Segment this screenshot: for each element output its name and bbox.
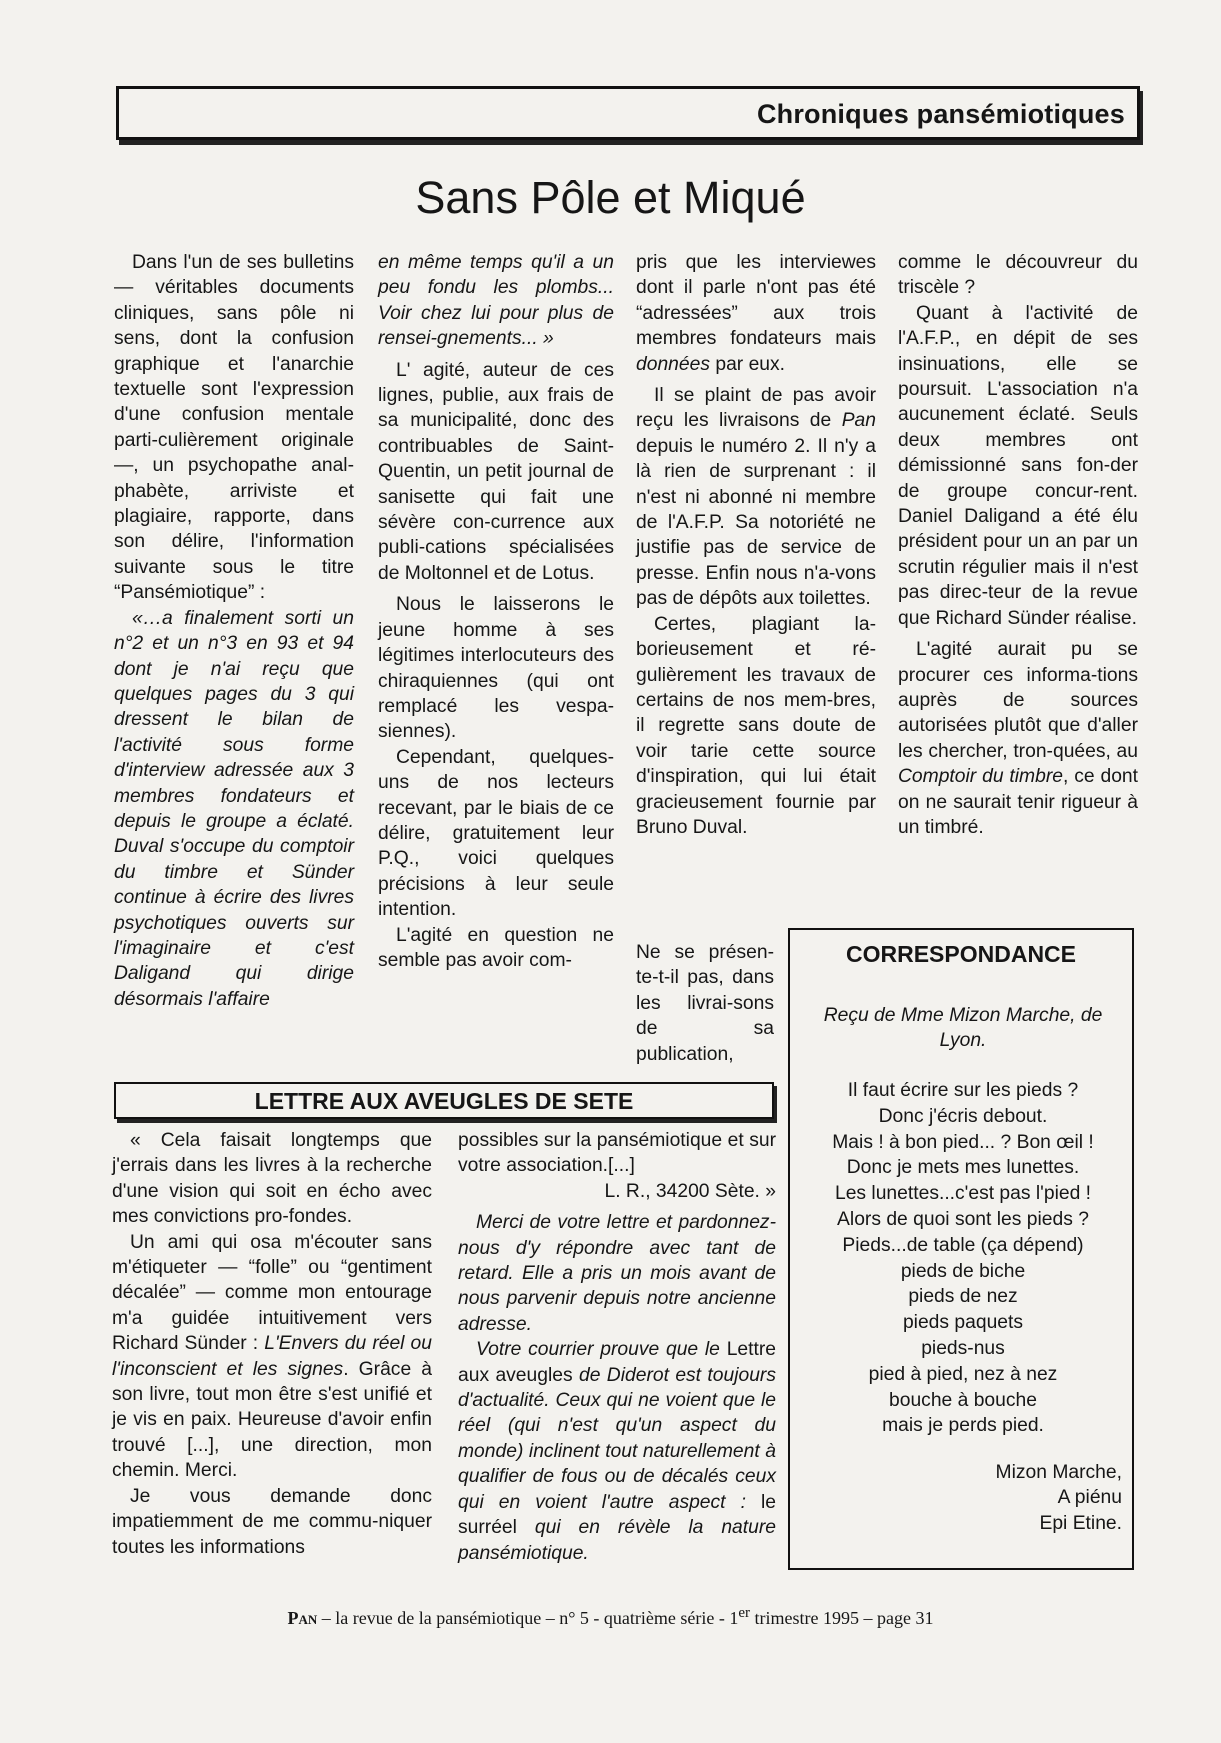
signature — [822, 1460, 1122, 1536]
text-run: pris que les interviewes dont il parle n'ont pas été “adressées” aux trois membres fondateurs mais — [636, 252, 876, 350]
text-run-italic: Votre courrier prouve que le — [476, 1339, 727, 1361]
text-run-italic: qui en révèle la nature pansémiotique. — [458, 1517, 776, 1564]
paragraph: comme le découvreur du triscèle ? — [898, 252, 1138, 299]
poem-line: pieds de nez — [908, 1286, 1018, 1308]
correspondance-intro: Reçu de Mme Mizon Marche, de Lyon. — [823, 1005, 1103, 1052]
paragraph: Certes, plagiant la-borieusement et ré-gulièrement les travaux de certains de nos mem-bres, il regrette sans doute de voir tarie cette source d'inspiration, qui lui était gracieusement fournie par Bruno Duval. — [636, 613, 876, 838]
paragraph — [636, 383, 876, 612]
page-footer — [0, 1605, 1221, 1629]
reply-paragraph: Merci de votre lettre et pardonnez-nous d'y répondre avec tant de retard. Elle a pris un mois avant de nous parvenir depuis notre ancienne adresse. — [458, 1212, 776, 1335]
reply-paragraph — [458, 1337, 776, 1566]
lettre-column-2 — [458, 1128, 776, 1566]
paragraph: Quant à l'activité de l'A.F.P., en dépit de ses insinuations, elle se poursuit. L'association n'a aucunement éclaté. Seuls deux membres ont démissionné sans fon-der de groupe concur-rent. Daniel Daligand a été élu président pour un an par un scrutin régulier mais il n'est pas direc-teur de la revue que Richard Sünder réalise. — [898, 302, 1138, 629]
text-run: . Grâce à son livre, tout mon être s'est unifié et je vis en paix. Heureuse d'avoir enfin trouvé [...], une direction, mon chemin. Merci. — [112, 1358, 432, 1482]
article-title: Sans Pôle et Miqué — [415, 172, 806, 223]
paragraph — [112, 1230, 432, 1484]
text-run: par eux. — [709, 353, 786, 375]
article-column-3 — [636, 250, 876, 840]
section-banner — [116, 86, 1140, 140]
lettre-title: LETTRE AUX AVEUGLES DE SETE — [254, 1088, 634, 1114]
paragraph: Je vous demande donc impatiemment de me commu-niquer toutes les informations — [112, 1485, 432, 1558]
poem-line: Pieds...de table (ça dépend) — [842, 1234, 1084, 1256]
text-run-italic: Pan — [841, 410, 876, 432]
signature-line: Mizon Marche, — [995, 1462, 1122, 1483]
paragraph — [636, 250, 876, 377]
poem-line: Mais ! à bon pied... ? Bon œil ! — [832, 1131, 1094, 1153]
text-run: le surréel — [458, 1491, 776, 1539]
article-column-4 — [898, 250, 1138, 840]
poem-line: Il faut écrire sur les pieds ? — [847, 1080, 1079, 1101]
paragraph: Nous le laisserons le jeune homme à ses légitimes interlocuteurs des chiraquiennes (qui ont remplacé les vespa-siennes). — [378, 594, 614, 743]
paragraph: L' agité, auteur de ces lignes, publie, aux frais de sa municipalité, donc des contribuables de Saint-Quentin, un petit journal de sanisette qui fait une sévère con-currence aux publi-cations spécialisées de Moltonnel et de Lotus. — [378, 359, 614, 584]
paragraph: possibles sur la pansémiotique et sur votre association.[...] — [458, 1130, 776, 1177]
poem-line: Donc je mets mes lunettes. — [846, 1157, 1080, 1179]
poem-line: mais je perds pied. — [882, 1415, 1044, 1437]
text-run-italic: de Diderot est toujours d'actualité. Ceux qui ne voient que le réel (qui n'est qu'un aspect du monde) inclinent tout naturellement à qualifier de fous ou de décalés ceux qui en voient l'autre aspect : — [458, 1364, 776, 1513]
text-run-italic: L'Envers du réel ou l'inconscient et les signes — [112, 1333, 433, 1380]
lettre-column-1 — [112, 1128, 432, 1560]
footer-text: trimestre 1995 – page 31 — [750, 1608, 934, 1628]
quote-paragraph: «…a finalement sorti un n°2 et un n°3 en 93 et 94 dont je n'ai reçu que quelques pages du 3 qui dressent le bilan de l'activité sous forme d'interview adressée aux 3 membres fondateurs et depuis le groupe a éclaté. Duval s'occupe du comptoir du timbre et Sünder continue à écrire des livres psychotiques ouverts sur l'imaginaire et c'est Daligand qui dirige désormais l'affaire — [114, 607, 354, 1010]
signature-line: Epi Etine. — [1039, 1512, 1122, 1534]
quote-continuation: en même temps qu'il a un peu fondu les plombs... Voir chez lui pour plus de rensei-gnements... » — [378, 252, 614, 350]
footer-text: – la revue de la pansémiotique – n° 5 - quatrième série - — [317, 1608, 730, 1628]
poem-line: Donc j'écris debout. — [878, 1105, 1048, 1127]
paragraph — [898, 637, 1138, 840]
footer-brand: Pan — [287, 1608, 318, 1628]
text-run: , ce dont on ne saurait tenir rigueur à un timbré. — [898, 766, 1139, 838]
lettre-banner — [114, 1082, 774, 1119]
paragraph: « Cela faisait longtemps que j'errais dans les livres à la recherche d'une vision qui soit en écho avec mes convictions pro-fondes. — [112, 1130, 432, 1228]
poem-line: bouche à bouche — [889, 1389, 1037, 1411]
text-run: depuis le numéro 2. Il n'y a là rien de surprenant : il n'est ni abonné ni membre de l'A.F.P. Sa notoriété ne justifie pas de service de presse. Enfin nous n'a-vons pas de dépôts aux toilettes. — [636, 435, 876, 610]
text-run: Lettre aux aveugles — [458, 1339, 776, 1386]
paragraph: Dans l'un de ses bulletins — véritables documents cliniques, sans pôle ni sens, dont la confusion graphique et l'anarchie textuelle sont l'expression d'une confusion mentale parti-culièrement originale —, un psychopathe anal-phabète, arriviste et plagiaire, rapporte, dans son délire, l'information suivante sous le titre “Pansémiotique” : — [114, 252, 354, 604]
correspondance-box — [788, 928, 1134, 1570]
text-run-italic: Comptoir du timbre — [898, 766, 1063, 788]
article-column-3-continued — [636, 940, 774, 1067]
poem-line: pieds de biche — [900, 1260, 1026, 1282]
poem-line: Les lunettes...c'est pas l'pied ! — [834, 1183, 1092, 1205]
article-column-2 — [378, 250, 614, 973]
paragraph: Cependant, quelques-uns de nos lecteurs recevant, par le biais de ce délire, gratuitement leur P.Q., voici quelques précisions à leur seule intention. — [378, 746, 614, 921]
footer-sup: er — [738, 1605, 751, 1621]
correspondance-title: CORRESPONDANCE — [845, 941, 1077, 967]
poem-line: pieds paquets — [902, 1312, 1024, 1334]
section-title: Chroniques pansémiotiques — [756, 99, 1125, 129]
text-run-italic: données — [636, 353, 710, 375]
letter-signature: L. R., 34200 Sète. » — [604, 1180, 776, 1202]
paragraph: Ne se présen-te-t-il pas, dans les livrai-sons de sa publication, — [636, 942, 774, 1065]
text-run: Il se plaint de pas avoir reçu les livraisons de — [636, 385, 876, 432]
paragraph: L'agité en question ne semble pas avoir com- — [378, 924, 614, 971]
article-column-1 — [114, 250, 354, 1012]
footer-num: 1 — [729, 1608, 739, 1628]
poem-line: pied à pied, nez à nez — [868, 1363, 1058, 1385]
poem-line: pieds-nus — [921, 1337, 1005, 1359]
text-run: Un ami qui osa m'écouter sans m'étiqueter — “folle” ou “gentiment décalée” — comme mon entourage m'a guidée intuitivement vers Richard Sünder : — [112, 1231, 432, 1355]
signature-line: A piénu — [1057, 1487, 1122, 1509]
poem — [800, 1078, 1126, 1439]
poem-line: Alors de quoi sont les pieds ? — [837, 1208, 1089, 1230]
text-run: L'agité aurait pu se procurer ces informa-tions auprès de sources autorisées plutôt que d'aller les chercher, tron-quées, au — [898, 639, 1138, 762]
